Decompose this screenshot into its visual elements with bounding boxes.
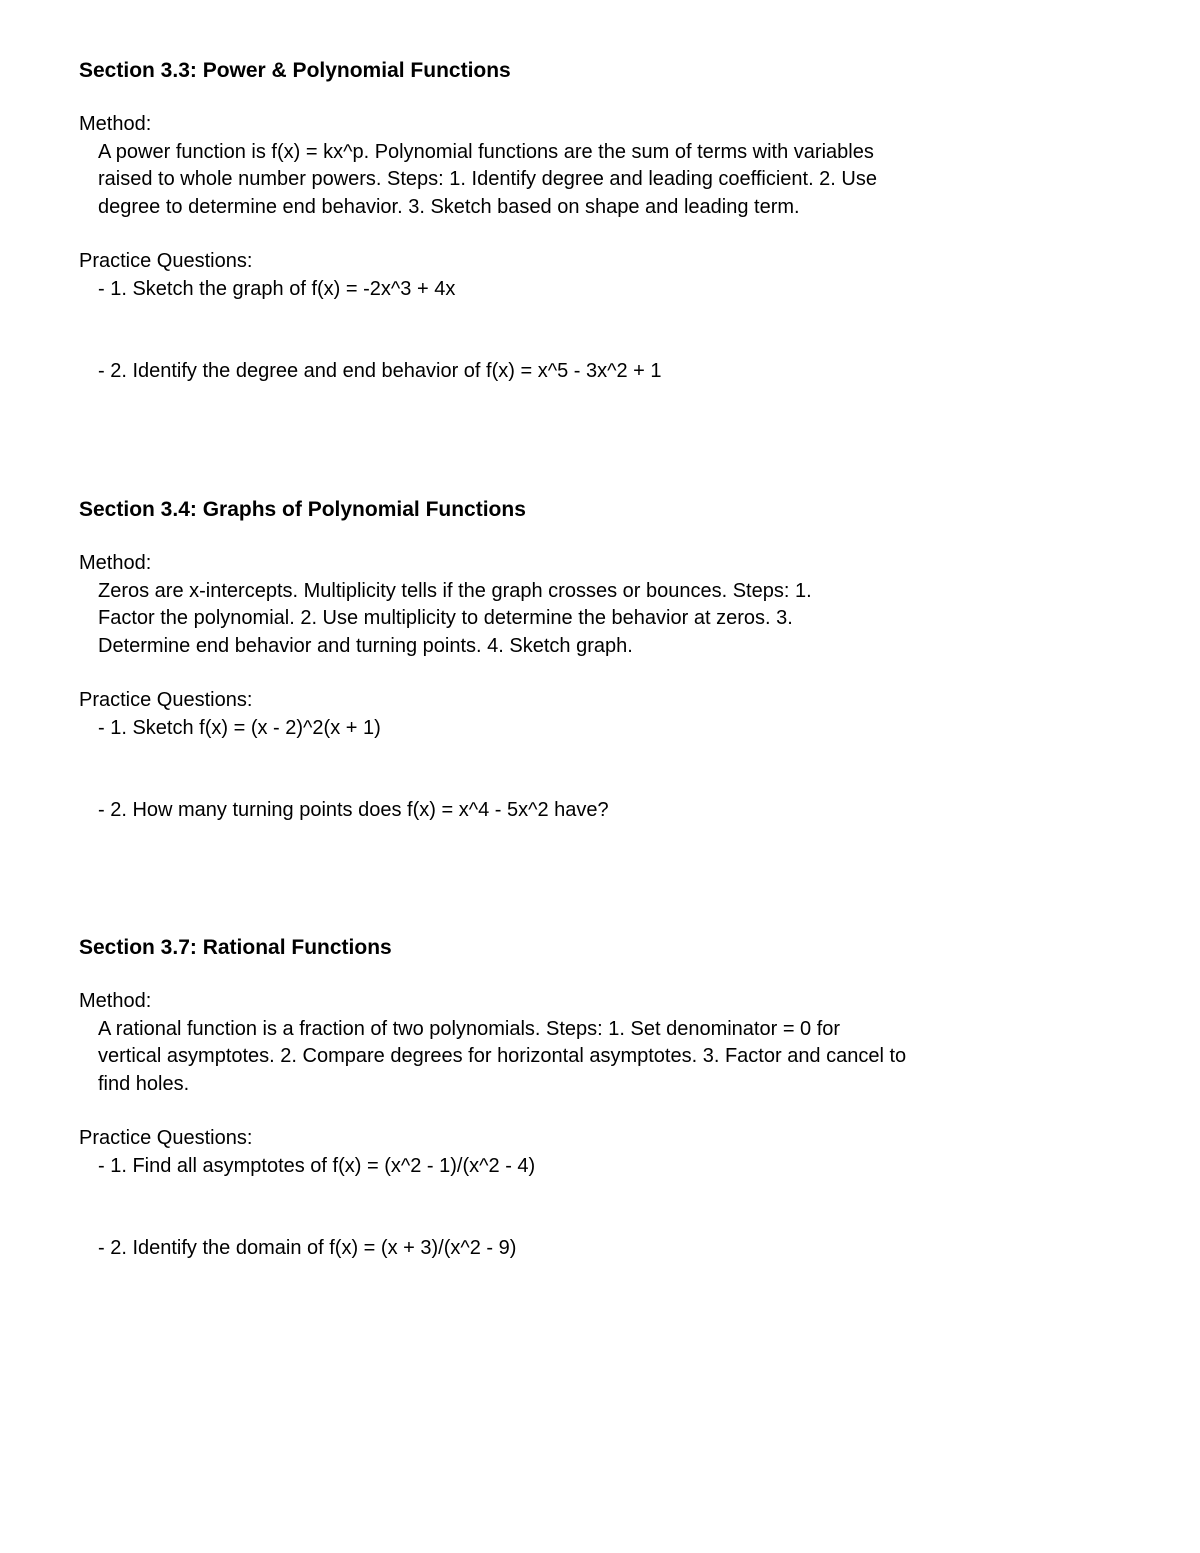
section-title: Section 3.4: Graphs of Polynomial Functions — [79, 498, 526, 521]
method-text — [79, 139, 1079, 222]
practice-question-1: - 1. Sketch f(x) = (x - 2)^2(x + 1) — [98, 716, 381, 739]
practice-question-2: - 2. Identify the domain of f(x) = (x + 3)/(x^2 - 9) — [98, 1237, 517, 1259]
method-line: Factor the polynomial. 2. Use multiplicity to determine the behavior at zeros. 3. — [98, 607, 793, 629]
method-label: Method: — [79, 552, 152, 574]
method-label: Method: — [79, 113, 152, 135]
practice-question-2: - 2. How many turning points does f(x) = x^4 - 5x^2 have? — [98, 799, 609, 821]
practice-question-2: - 2. Identify the degree and end behavior of f(x) = x^5 - 3x^2 + 1 — [98, 360, 662, 382]
method-line: Determine end behavior and turning points. 4. Sketch graph. — [98, 634, 633, 657]
section-title: Section 3.3: Power & Polynomial Functions — [79, 59, 511, 82]
practice-label: Practice Questions: — [79, 250, 253, 272]
method-line: raised to whole number powers. Steps: 1. Identify degree and leading coefficient. 2. Use — [98, 168, 877, 190]
practice-label: Practice Questions: — [79, 1127, 253, 1149]
practice-question-1: - 1. Find all asymptotes of f(x) = (x^2 - 1)/(x^2 - 4) — [98, 1154, 536, 1177]
section-title: Section 3.7: Rational Functions — [79, 936, 392, 959]
method-line: A power function is f(x) = kx^p. Polynomial functions are the sum of terms with variables — [98, 140, 874, 163]
method-line: vertical asymptotes. 2. Compare degrees for horizontal asymptotes. 3. Factor and cancel to — [98, 1045, 907, 1067]
method-line: A rational function is a fraction of two polynomials. Steps: 1. Set denominator = 0 for — [98, 1017, 841, 1040]
practice-label: Practice Questions: — [79, 689, 253, 711]
method-line: Zeros are x-intercepts. Multiplicity tells if the graph crosses or bounces. Steps: 1. — [98, 579, 812, 602]
practice-question-1: - 1. Sketch the graph of f(x) = -2x^3 + 4x — [98, 277, 456, 300]
method-text — [79, 1016, 1079, 1099]
method-label: Method: — [79, 990, 152, 1012]
method-text — [79, 578, 1079, 661]
section-3-3 — [79, 57, 1079, 386]
section-3-4 — [79, 496, 1079, 825]
section-3-7 — [79, 934, 1079, 1263]
method-line: find holes. — [98, 1072, 190, 1095]
method-line: degree to determine end behavior. 3. Sketch based on shape and leading term. — [98, 195, 800, 218]
